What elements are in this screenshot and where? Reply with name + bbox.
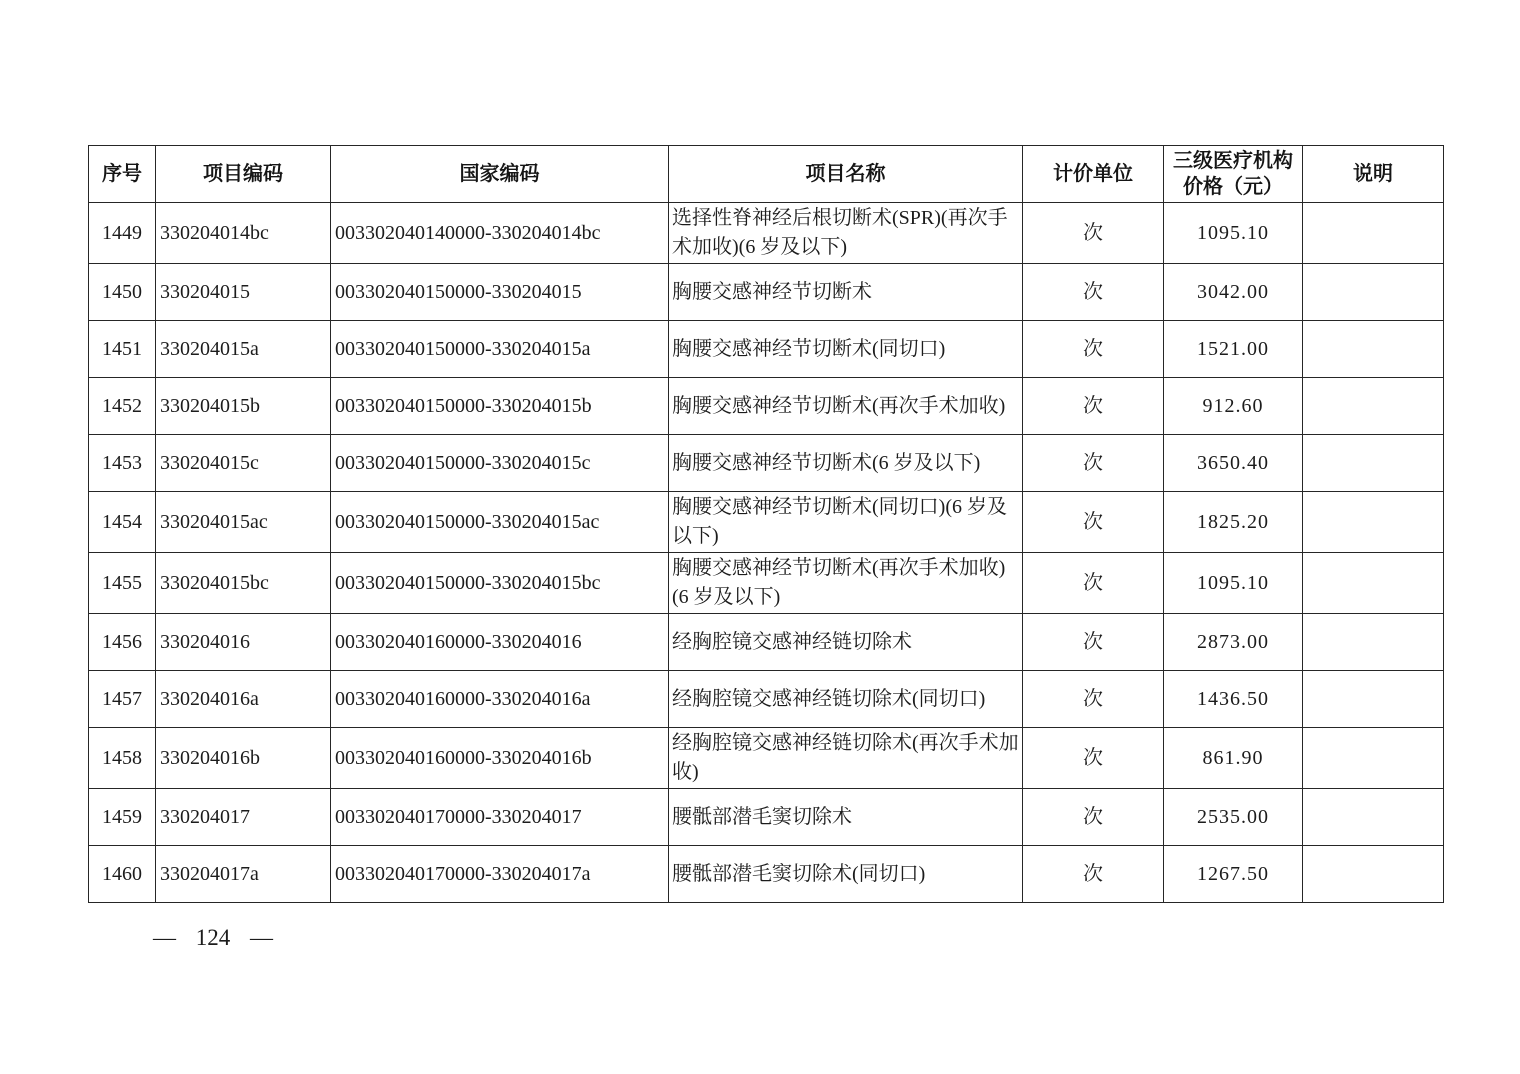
cell-project-name: 胸腰交感神经节切断术(6 岁及以下) bbox=[669, 435, 1023, 492]
cell-unit: 次 bbox=[1023, 846, 1164, 903]
cell-project-code: 330204015 bbox=[156, 264, 331, 321]
cell-project-code: 330204015b bbox=[156, 378, 331, 435]
col-header-project-name: 项目名称 bbox=[669, 146, 1023, 203]
cell-note bbox=[1303, 671, 1444, 728]
cell-project-name: 经胸腔镜交感神经链切除术(再次手术加收) bbox=[669, 728, 1023, 789]
cell-unit: 次 bbox=[1023, 671, 1164, 728]
col-header-seq: 序号 bbox=[89, 146, 156, 203]
table-header-row bbox=[89, 146, 1444, 203]
cell-seq: 1453 bbox=[89, 435, 156, 492]
cell-unit: 次 bbox=[1023, 492, 1164, 553]
cell-note bbox=[1303, 789, 1444, 846]
cell-project-name: 胸腰交感神经节切断术(同切口) bbox=[669, 321, 1023, 378]
cell-national-code: 003302040150000-330204015ac bbox=[331, 492, 669, 553]
cell-national-code: 003302040160000-330204016 bbox=[331, 614, 669, 671]
cell-note bbox=[1303, 378, 1444, 435]
cell-project-code: 330204016 bbox=[156, 614, 331, 671]
cell-project-code: 330204015c bbox=[156, 435, 331, 492]
cell-project-name: 胸腰交感神经节切断术(再次手术加收) bbox=[669, 378, 1023, 435]
cell-unit: 次 bbox=[1023, 789, 1164, 846]
table-row bbox=[89, 378, 1444, 435]
table-row bbox=[89, 553, 1444, 614]
cell-price: 3650.40 bbox=[1164, 435, 1303, 492]
cell-note bbox=[1303, 553, 1444, 614]
cell-price: 1825.20 bbox=[1164, 492, 1303, 553]
price-table bbox=[88, 145, 1444, 903]
cell-unit: 次 bbox=[1023, 553, 1164, 614]
cell-national-code: 003302040150000-330204015c bbox=[331, 435, 669, 492]
cell-unit: 次 bbox=[1023, 728, 1164, 789]
cell-seq: 1451 bbox=[89, 321, 156, 378]
cell-project-name: 腰骶部潜毛窦切除术 bbox=[669, 789, 1023, 846]
cell-price: 1095.10 bbox=[1164, 553, 1303, 614]
cell-project-name: 胸腰交感神经节切断术(再次手术加收)(6 岁及以下) bbox=[669, 553, 1023, 614]
cell-national-code: 003302040150000-330204015 bbox=[331, 264, 669, 321]
cell-project-code: 330204015a bbox=[156, 321, 331, 378]
cell-project-name: 胸腰交感神经节切断术(同切口)(6 岁及以下) bbox=[669, 492, 1023, 553]
cell-price: 912.60 bbox=[1164, 378, 1303, 435]
table-row bbox=[89, 789, 1444, 846]
col-header-note: 说明 bbox=[1303, 146, 1444, 203]
cell-seq: 1452 bbox=[89, 378, 156, 435]
cell-project-code: 330204017a bbox=[156, 846, 331, 903]
cell-seq: 1450 bbox=[89, 264, 156, 321]
cell-national-code: 003302040150000-330204015b bbox=[331, 378, 669, 435]
cell-note bbox=[1303, 728, 1444, 789]
table-row bbox=[89, 846, 1444, 903]
cell-national-code: 003302040140000-330204014bc bbox=[331, 203, 669, 264]
cell-price: 1521.00 bbox=[1164, 321, 1303, 378]
cell-price: 2535.00 bbox=[1164, 789, 1303, 846]
table-row bbox=[89, 203, 1444, 264]
table-row bbox=[89, 492, 1444, 553]
cell-national-code: 003302040150000-330204015bc bbox=[331, 553, 669, 614]
cell-project-code: 330204014bc bbox=[156, 203, 331, 264]
cell-seq: 1455 bbox=[89, 553, 156, 614]
cell-note bbox=[1303, 203, 1444, 264]
cell-price: 2873.00 bbox=[1164, 614, 1303, 671]
cell-seq: 1458 bbox=[89, 728, 156, 789]
cell-price: 1267.50 bbox=[1164, 846, 1303, 903]
cell-national-code: 003302040150000-330204015a bbox=[331, 321, 669, 378]
cell-seq: 1456 bbox=[89, 614, 156, 671]
cell-seq: 1459 bbox=[89, 789, 156, 846]
cell-unit: 次 bbox=[1023, 378, 1164, 435]
cell-unit: 次 bbox=[1023, 321, 1164, 378]
cell-project-code: 330204015bc bbox=[156, 553, 331, 614]
cell-seq: 1457 bbox=[89, 671, 156, 728]
cell-unit: 次 bbox=[1023, 614, 1164, 671]
cell-project-code: 330204016a bbox=[156, 671, 331, 728]
cell-national-code: 003302040160000-330204016b bbox=[331, 728, 669, 789]
cell-project-code: 330204016b bbox=[156, 728, 331, 789]
cell-project-name: 腰骶部潜毛窦切除术(同切口) bbox=[669, 846, 1023, 903]
cell-national-code: 003302040170000-330204017a bbox=[331, 846, 669, 903]
col-header-national-code: 国家编码 bbox=[331, 146, 669, 203]
cell-note bbox=[1303, 264, 1444, 321]
col-header-price: 三级医疗机构价格（元） bbox=[1164, 146, 1303, 203]
table-row bbox=[89, 435, 1444, 492]
cell-price: 1095.10 bbox=[1164, 203, 1303, 264]
cell-national-code: 003302040170000-330204017 bbox=[331, 789, 669, 846]
table-row bbox=[89, 264, 1444, 321]
cell-unit: 次 bbox=[1023, 435, 1164, 492]
cell-unit: 次 bbox=[1023, 264, 1164, 321]
cell-note bbox=[1303, 435, 1444, 492]
cell-project-name: 胸腰交感神经节切断术 bbox=[669, 264, 1023, 321]
table-row bbox=[89, 614, 1444, 671]
cell-seq: 1454 bbox=[89, 492, 156, 553]
cell-project-name: 选择性脊神经后根切断术(SPR)(再次手术加收)(6 岁及以下) bbox=[669, 203, 1023, 264]
cell-unit: 次 bbox=[1023, 203, 1164, 264]
cell-note bbox=[1303, 846, 1444, 903]
col-header-project-code: 项目编码 bbox=[156, 146, 331, 203]
col-header-unit: 计价单位 bbox=[1023, 146, 1164, 203]
cell-project-code: 330204017 bbox=[156, 789, 331, 846]
cell-price: 3042.00 bbox=[1164, 264, 1303, 321]
cell-project-code: 330204015ac bbox=[156, 492, 331, 553]
cell-price: 861.90 bbox=[1164, 728, 1303, 789]
cell-note bbox=[1303, 492, 1444, 553]
table-row bbox=[89, 671, 1444, 728]
cell-seq: 1449 bbox=[89, 203, 156, 264]
cell-project-name: 经胸腔镜交感神经链切除术(同切口) bbox=[669, 671, 1023, 728]
table-row bbox=[89, 321, 1444, 378]
cell-project-name: 经胸腔镜交感神经链切除术 bbox=[669, 614, 1023, 671]
page-number: — 124 — bbox=[153, 925, 273, 950]
cell-note bbox=[1303, 321, 1444, 378]
cell-price: 1436.50 bbox=[1164, 671, 1303, 728]
cell-national-code: 003302040160000-330204016a bbox=[331, 671, 669, 728]
cell-seq: 1460 bbox=[89, 846, 156, 903]
table-row bbox=[89, 728, 1444, 789]
cell-note bbox=[1303, 614, 1444, 671]
